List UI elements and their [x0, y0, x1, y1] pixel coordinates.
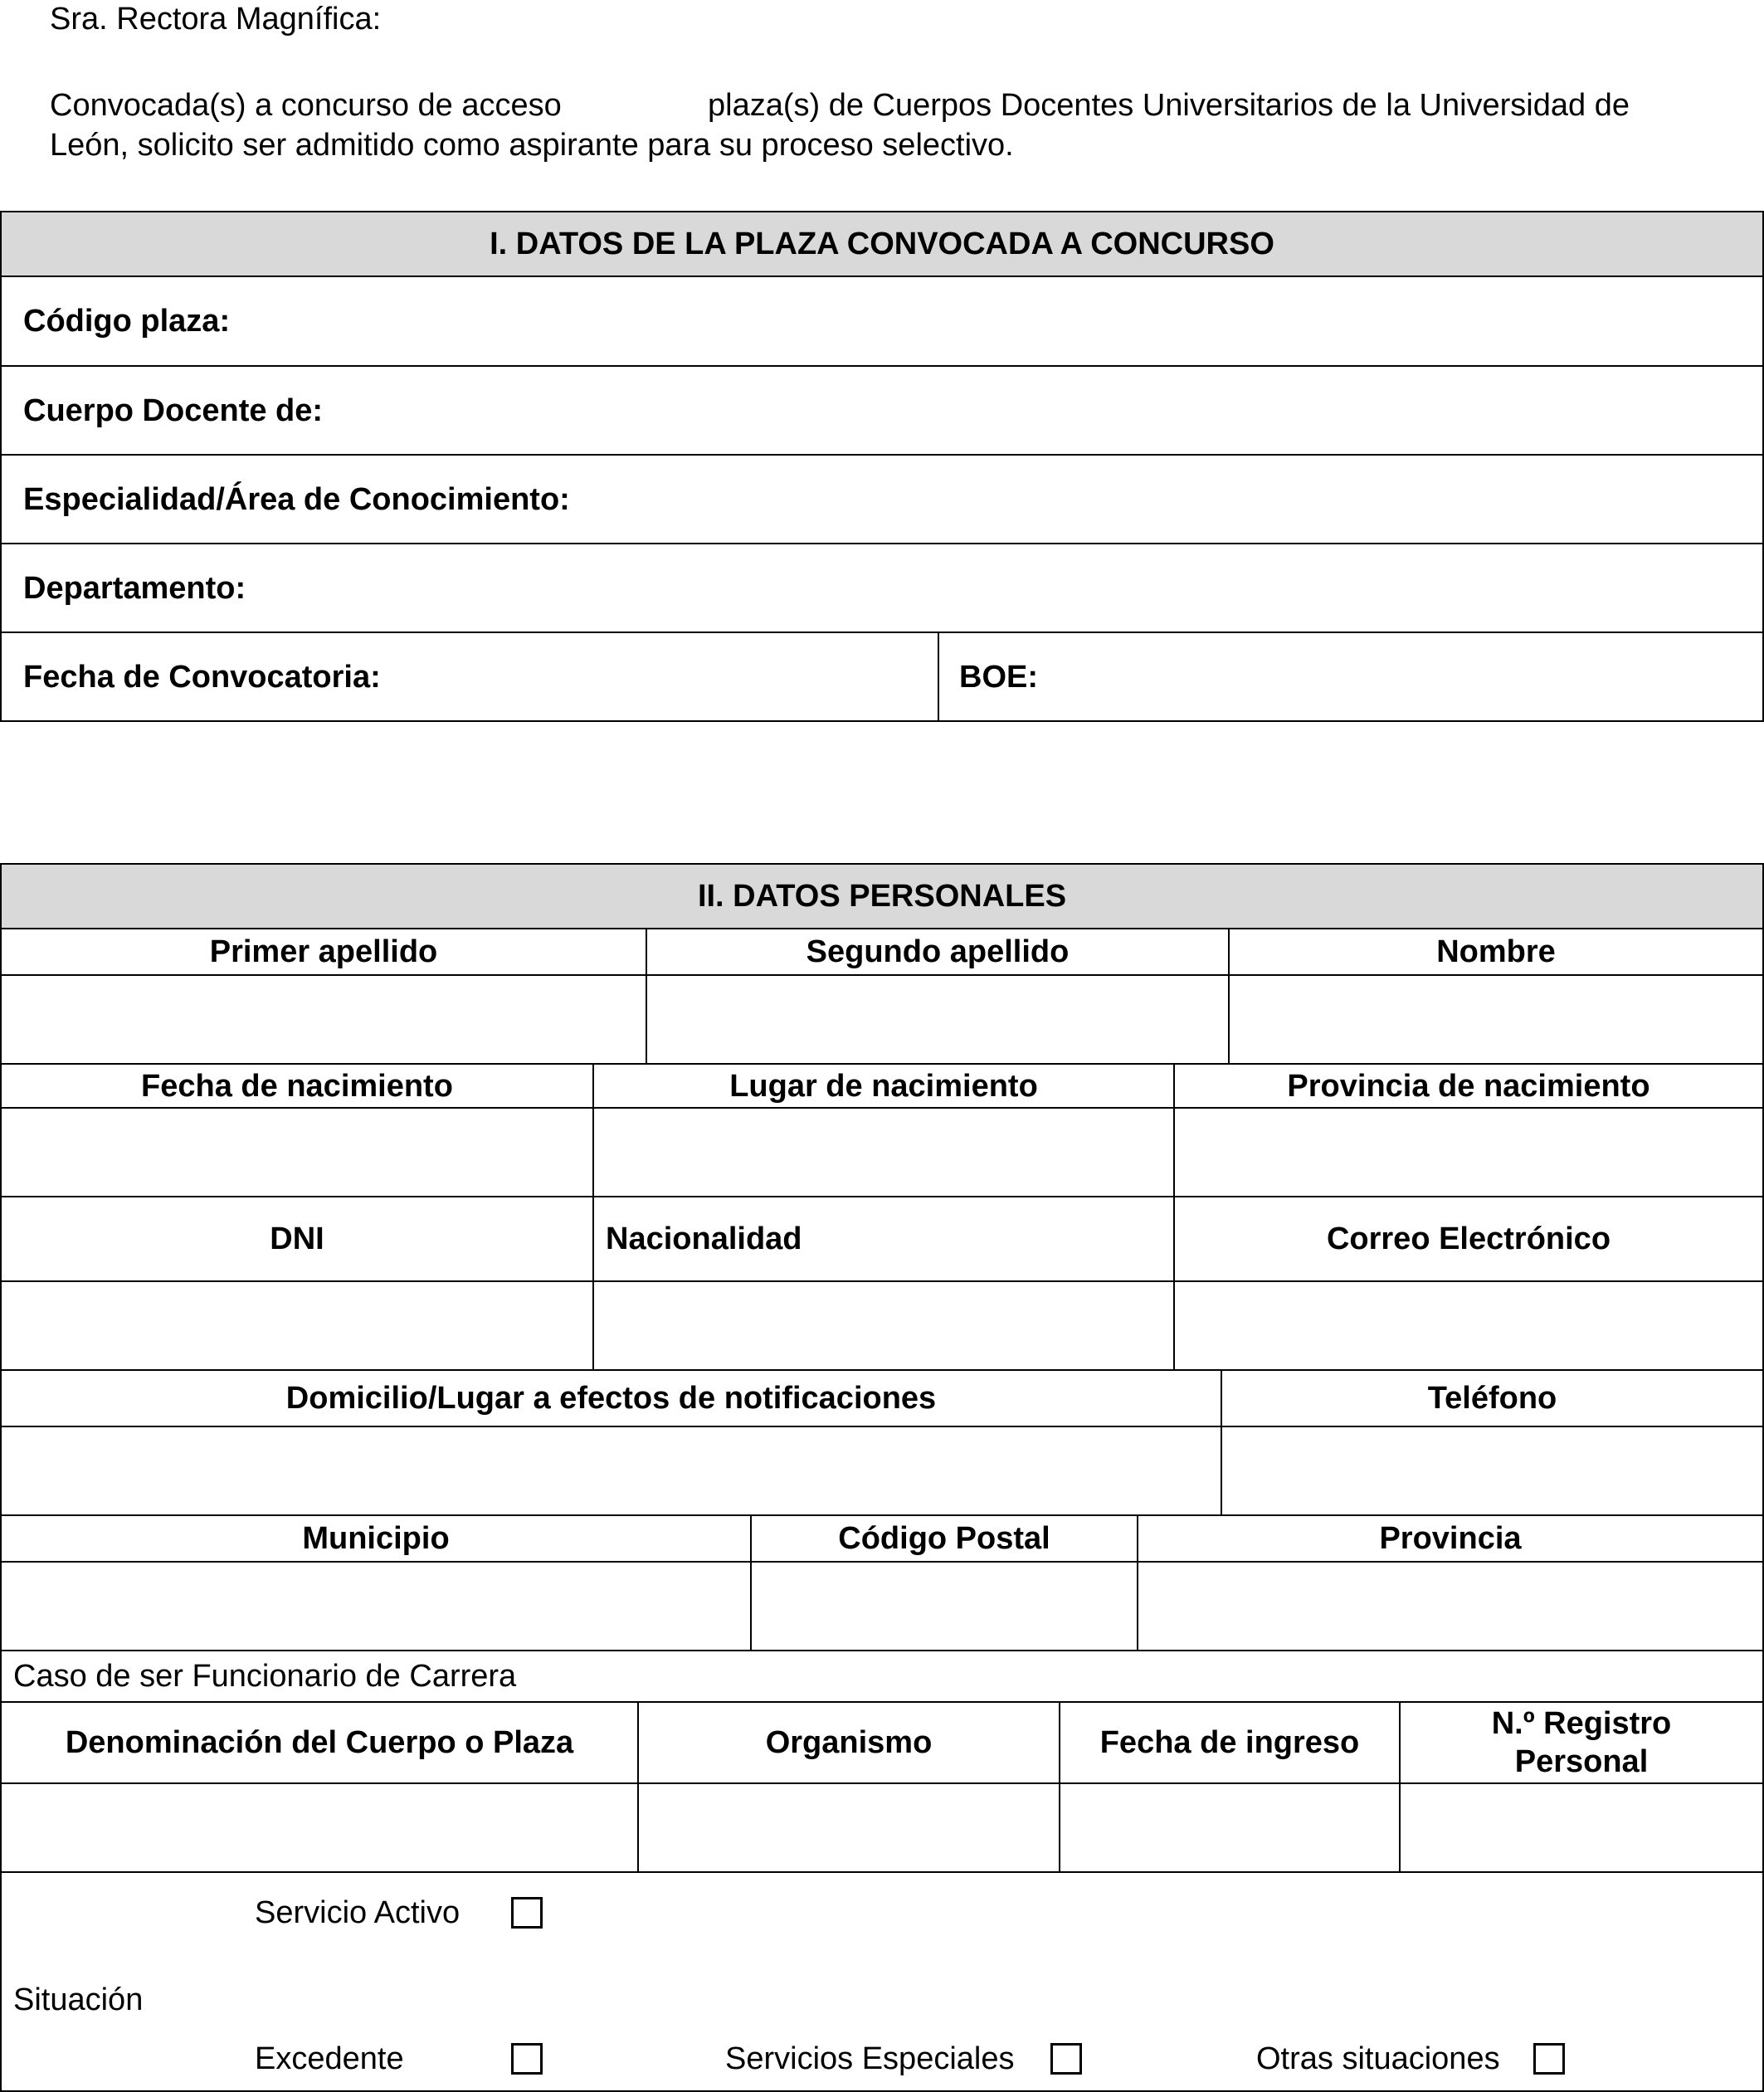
dni-header: DNI — [270, 1222, 324, 1256]
lugar-nacimiento-header: Lugar de nacimiento — [729, 1068, 1038, 1104]
segundo-apellido-header: Segundo apellido — [806, 934, 1070, 969]
telefono-header: Teléfono — [1427, 1381, 1557, 1416]
correo-header: Correo Electrónico — [1326, 1222, 1611, 1256]
lugar-nacimiento-input[interactable] — [594, 1109, 1173, 1196]
intro-line2: León, solicito ser admitido como aspirante para su proceso selectivo. — [50, 128, 1014, 163]
plazas-count-field[interactable] — [610, 88, 701, 123]
servicio-activo-checkbox[interactable] — [511, 1897, 543, 1929]
nacionalidad-header: Nacionalidad — [606, 1222, 802, 1256]
boe-label: BOE: — [959, 659, 1038, 695]
servicios-especiales-checkbox[interactable] — [1050, 2043, 1082, 2075]
departamento-field[interactable] — [23, 544, 1757, 632]
fecha-ingreso-header: Fecha de ingreso — [1099, 1725, 1360, 1760]
denominacion-header: Denominación del Cuerpo o Plaza — [65, 1725, 574, 1760]
section-plaza-title: I. DATOS DE LA PLAZA CONVOCADA A CONCURSO — [2, 212, 1762, 276]
primer-apellido-input[interactable] — [2, 976, 646, 1063]
nombre-header: Nombre — [1436, 934, 1556, 969]
cuerpo-docente-field[interactable] — [23, 367, 1757, 454]
provincia-header: Provincia — [1379, 1521, 1522, 1556]
section-plaza-table — [0, 211, 1764, 722]
especialidad-label: Especialidad/Área de Conocimiento: — [23, 481, 570, 517]
dni-input[interactable] — [2, 1282, 592, 1369]
provincia-input[interactable] — [1138, 1563, 1762, 1650]
intro-line1-a: Convocada(s) a concurso de acceso — [50, 88, 562, 123]
organismo-header: Organismo — [765, 1725, 933, 1760]
telefono-input[interactable] — [1222, 1427, 1762, 1514]
fecha-ingreso-input[interactable] — [1060, 1784, 1399, 1871]
fecha-convocatoria-field[interactable] — [23, 633, 936, 720]
codigo-postal-input[interactable] — [752, 1563, 1137, 1650]
correo-input[interactable] — [1175, 1282, 1762, 1369]
section-personal-table — [0, 863, 1764, 2092]
registro-personal-header: N.º Registro Personal — [1491, 1706, 1672, 1779]
provincia-nacimiento-header: Provincia de nacimiento — [1287, 1068, 1650, 1104]
otras-situaciones-label: Otras situaciones — [1256, 2041, 1500, 2076]
municipio-header: Municipio — [302, 1521, 450, 1556]
excedente-checkbox[interactable] — [511, 2043, 543, 2075]
municipio-input[interactable] — [2, 1563, 750, 1650]
provincia-nacimiento-input[interactable] — [1175, 1109, 1762, 1196]
fecha-nacimiento-header: Fecha de nacimiento — [141, 1068, 453, 1104]
fecha-convocatoria-label: Fecha de Convocatoria: — [23, 659, 381, 695]
servicios-especiales-label: Servicios Especiales — [725, 2041, 1015, 2076]
primer-apellido-header: Primer apellido — [209, 934, 438, 969]
otras-situaciones-checkbox[interactable] — [1533, 2043, 1565, 2075]
codigo-postal-header: Código Postal — [838, 1521, 1050, 1556]
codigo-plaza-label: Código plaza: — [23, 304, 231, 339]
codigo-plaza-field[interactable] — [23, 277, 1757, 365]
registro-personal-input[interactable] — [1401, 1784, 1762, 1871]
nacionalidad-input[interactable] — [594, 1282, 1173, 1369]
denominacion-input[interactable] — [2, 1784, 637, 1871]
organismo-input[interactable] — [639, 1784, 1059, 1871]
salutation: Sra. Rectora Magnífica: — [50, 2, 382, 37]
nombre-input[interactable] — [1230, 976, 1762, 1063]
domicilio-header: Domicilio/Lugar a efectos de notificaciones — [285, 1381, 937, 1416]
servicio-activo-label: Servicio Activo — [255, 1895, 460, 1930]
fecha-nacimiento-input[interactable] — [2, 1109, 592, 1196]
domicilio-input[interactable] — [2, 1427, 1221, 1514]
intro-line1-b: plaza(s) de Cuerpos Docentes Universitarios de la Universidad de — [708, 88, 1630, 123]
section-personal-title: II. DATOS PERSONALES — [2, 865, 1762, 928]
departamento-label: Departamento: — [23, 570, 246, 606]
especialidad-field[interactable] — [23, 456, 1757, 543]
funcionario-label: Caso de ser Funcionario de Carrera — [13, 1659, 517, 1694]
cuerpo-docente-label: Cuerpo Docente de: — [23, 393, 324, 428]
segundo-apellido-input[interactable] — [647, 976, 1228, 1063]
situacion-label: Situación — [13, 1982, 144, 2017]
boe-field[interactable] — [959, 633, 1756, 720]
excedente-label: Excedente — [255, 2041, 404, 2076]
